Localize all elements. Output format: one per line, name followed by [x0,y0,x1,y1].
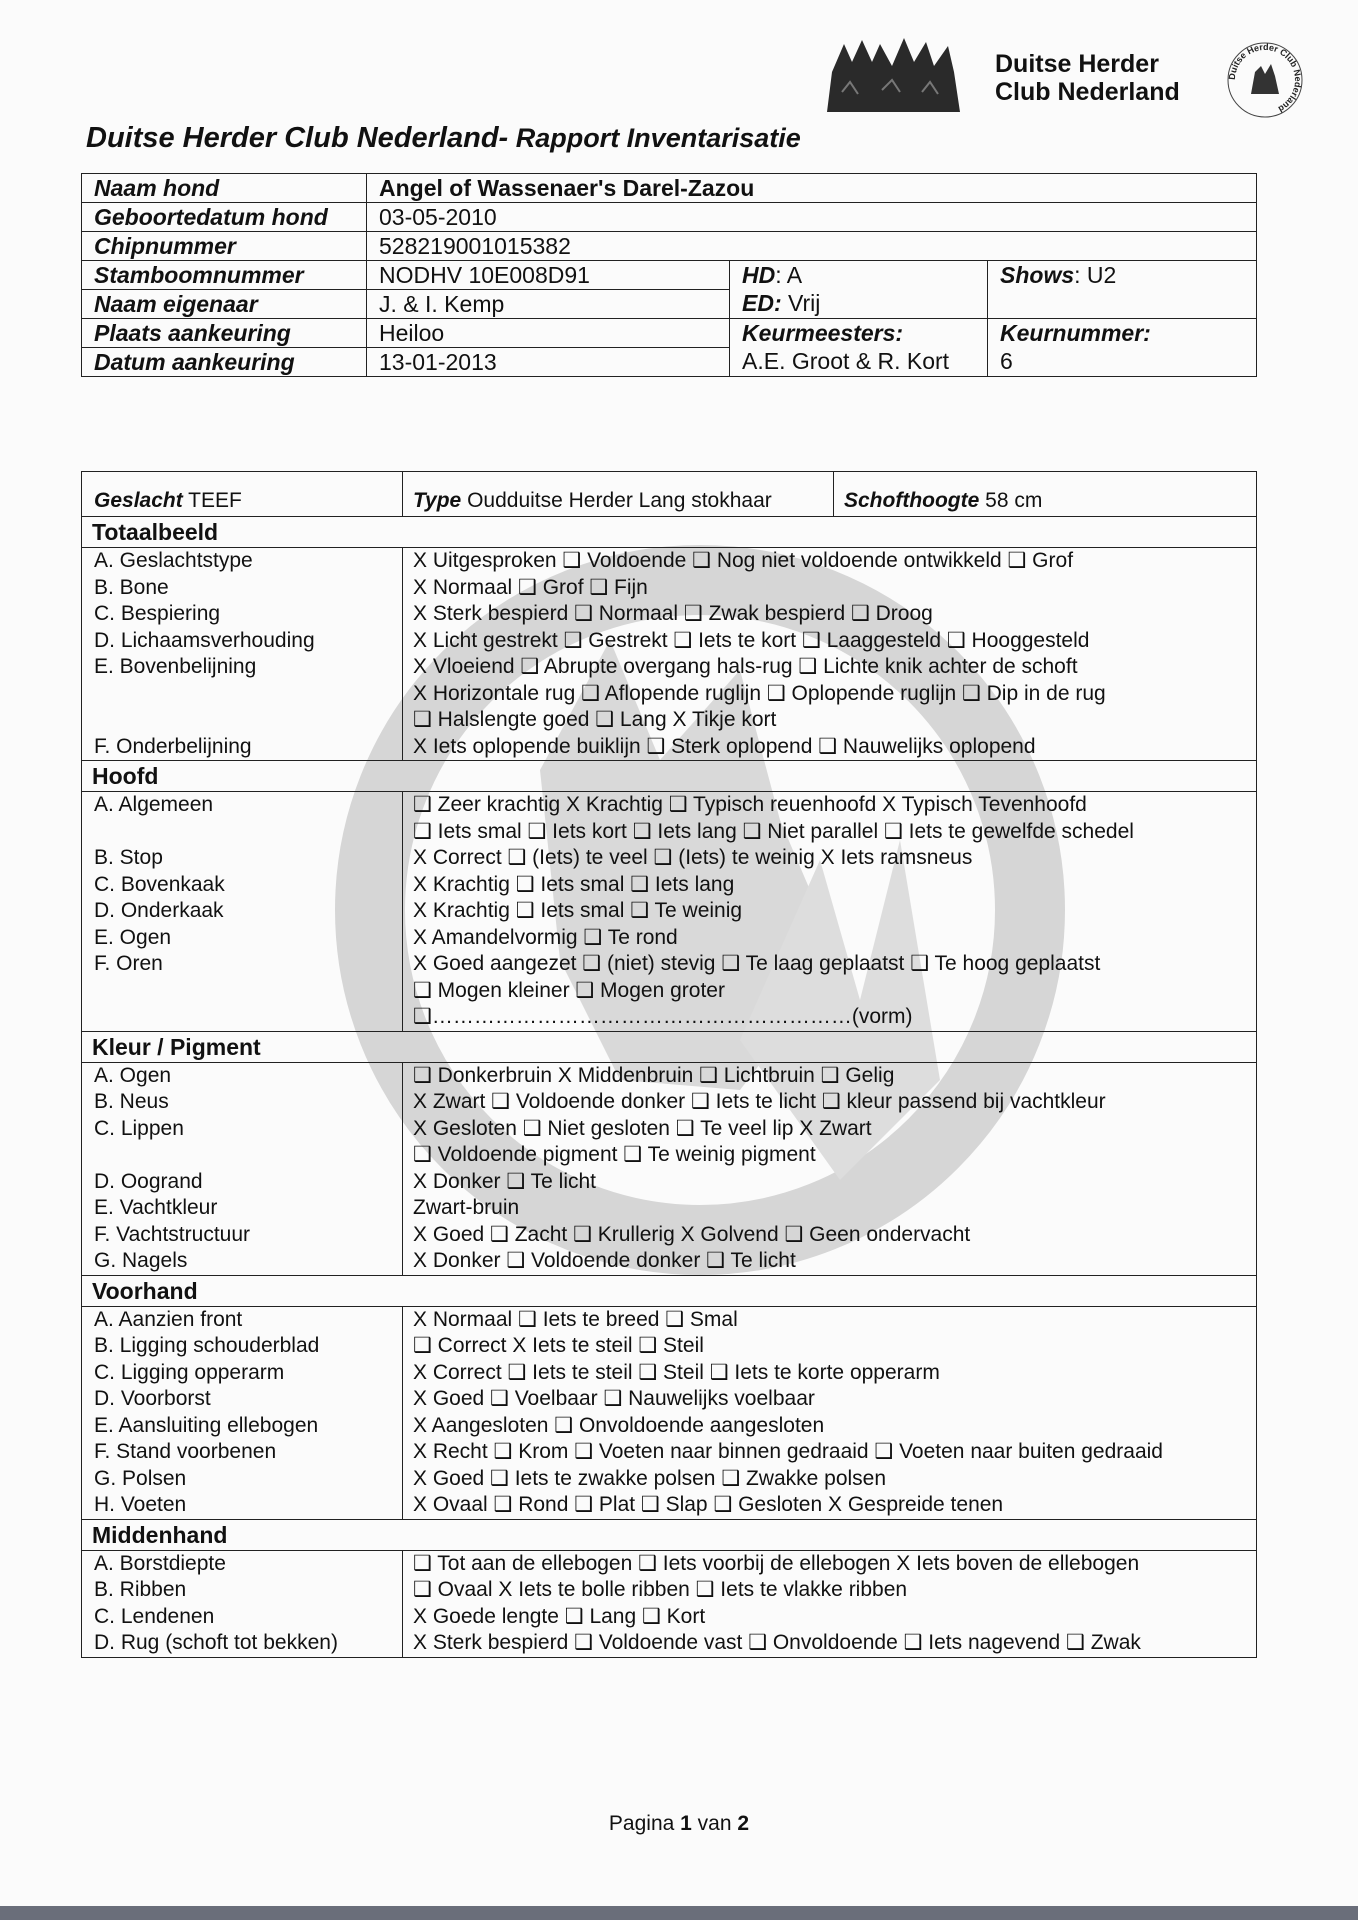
evaluation-table [81,471,1257,1658]
datum-value: 13-01-2013 [367,348,730,377]
hoofd-labels: A. Algemeen B. Stop C. Bovenkaak D. Onderkaak E. Ogen F. Oren [82,792,403,1032]
section-voorhand-title: Voorhand [82,1275,1257,1306]
keurnummer-cell: Keurnummer: 6 [988,319,1257,377]
naam-hond-label: Naam hond [82,174,367,203]
geslacht-cell: Geslacht TEEF [82,472,403,517]
stamboom-label: Stamboomnummer [82,261,367,290]
svg-text:Duitse Herder Club Nederland: Duitse Herder Club Nederland [1226,41,1304,115]
naam-hond-value: Angel of Wassenaer's Darel-Zazou [367,174,1257,203]
keurmeesters-cell: Keurmeesters: A.E. Groot & R. Kort [730,319,988,377]
kleur-labels: A. Ogen B. Neus C. Lippen D. Oogrand E. Vachtkleur F. Vachtstructuur G. Nagels [82,1062,403,1275]
plaats-value: Heiloo [367,319,730,348]
club-seal-icon [1225,40,1305,120]
hoofd-values: ❑ Zeer krachtig X Krachtig ❑ Typisch reuenhoofd X Typisch Tevenhoofd ❑ Iets smal ❑ Iets kort ❑ Iets lang ❑ Niet parallel ❑ Iets te gewelfde schedel X Correct ❑ (Iets) te veel ❑ (Iets) te weinig X Iets ramsneus X Krachtig ❑ Iets smal ❑ Iets lang X Krachtig ❑ Iets smal ❑ Te weinig X Amandelvormig ❑ Te rond X Goed aangezet ❑ (niet) stevig ❑ Te laag geplaatst ❑ Te hoog geplaatst ❑ Mogen kleiner ❑ Mogen groter ❑……………………………………………………(vorm) [403,792,1257,1032]
stamboom-value: NODHV 10E008D91 [367,261,730,290]
eigenaar-value: J. & I. Kemp [367,290,730,319]
type-cell: Type Oudduitse Herder Lang stokhaar [403,472,834,517]
club-name-logo: Duitse Herder Club Nederland [995,50,1180,106]
dog-info-table [81,173,1257,377]
middenhand-labels: A. Borstdiepte B. Ribben C. Lendenen D. Rug (schoft tot bekken) [82,1550,403,1657]
chipnummer-label: Chipnummer [82,232,367,261]
scan-edge [0,1906,1358,1920]
section-hoofd-title: Hoofd [82,761,1257,792]
eigenaar-label: Naam eigenaar [82,290,367,319]
hd-ed-cell: HD: A ED: Vrij [730,261,988,319]
geboortedatum-label: Geboortedatum hond [82,203,367,232]
chipnummer-value: 528219001015382 [367,232,1257,261]
section-middenhand-title: Middenhand [82,1519,1257,1550]
voorhand-values: X Normaal ❑ Iets te breed ❑ Smal ❑ Correct X Iets te steil ❑ Steil X Correct ❑ Iets te steil ❑ Steil ❑ Iets te korte opperarm X Goed ❑ Voelbaar ❑ Nauwelijks voelbaar X Aangesloten ❑ Onvoldoende aangesloten X Recht ❑ Krom ❑ Voeten naar binnen gedraaid ❑ Voeten naar buiten gedraaid X Goed ❑ Iets te zwakke polsen ❑ Zwakke polsen X Ovaal ❑ Rond ❑ Plat ❑ Slap ❑ Gesloten X Gespreide tenen [403,1306,1257,1519]
datum-label: Datum aankeuring [82,348,367,377]
plaats-label: Plaats aankeuring [82,319,367,348]
totaalbeeld-labels: A. Geslachtstype B. Bone C. Bespiering D. Lichaamsverhouding E. Bovenbelijning F. Onderbelijning [82,548,403,761]
page-number: Pagina 1 van 2 [608,1812,750,1835]
shows-cell: Shows: U2 [988,261,1257,319]
kleur-values: ❑ Donkerbruin X Middenbruin ❑ Lichtbruin ❑ Gelig X Zwart ❑ Voldoende donker ❑ Iets te licht ❑ kleur passend bij vachtkleur X Gesloten ❑ Niet gesloten ❑ Te veel lip X Zwart ❑ Voldoende pigment ❑ Te weinig pigment X Donker ❑ Te licht Zwart-bruin X Goed ❑ Zacht ❑ Krullerig X Golvend ❑ Geen ondervacht X Donker ❑ Voldoende donker ❑ Te licht [403,1062,1257,1275]
voorhand-labels: A. Aanzien front B. Ligging schouderblad C. Ligging opperarm D. Voorborst E. Aansluiting ellebogen F. Stand voorbenen G. Polsen H. Voeten [82,1306,403,1519]
totaalbeeld-values: X Uitgesproken ❑ Voldoende ❑ Nog niet voldoende ontwikkeld ❑ Grof X Normaal ❑ Grof ❑ Fijn X Sterk bespierd ❑ Normaal ❑ Zwak bespierd ❑ Droog X Licht gestrekt ❑ Gestrekt ❑ Iets te kort ❑ Laaggesteld ❑ Hooggesteld X Vloeiend ❑ Abrupte overgang hals-rug ❑ Lichte knik achter de schoft X Horizontale rug ❑ Aflopende ruglijn ❑ Oplopende ruglijn ❑ Dip in de rug ❑ Halslengte goed ❑ Lang X Tikje kort X Iets oplopende buiklijn ❑ Sterk oplopend ❑ Nauwelijks oplopend [403,548,1257,761]
schofthoogte-cell: Schofthoogte 58 cm [834,472,1257,517]
document-title: Duitse Herder Club Nederland- Rapport Inventarisatie [86,122,801,154]
section-kleur-title: Kleur / Pigment [82,1031,1257,1062]
middenhand-values: ❑ Tot aan de ellebogen ❑ Iets voorbij de ellebogen X Iets boven de ellebogen ❑ Ovaal X Iets te bolle ribben ❑ Iets te vlakke ribben X Goede lengte ❑ Lang ❑ Kort X Sterk bespierd ❑ Voldoende vast ❑ Onvoldoende ❑ Iets nagevend ❑ Zwak [403,1550,1257,1657]
section-totaalbeeld-title: Totaalbeeld [82,517,1257,548]
geboortedatum-value: 03-05-2010 [367,203,1257,232]
dog-heads-logo-icon [822,32,962,122]
